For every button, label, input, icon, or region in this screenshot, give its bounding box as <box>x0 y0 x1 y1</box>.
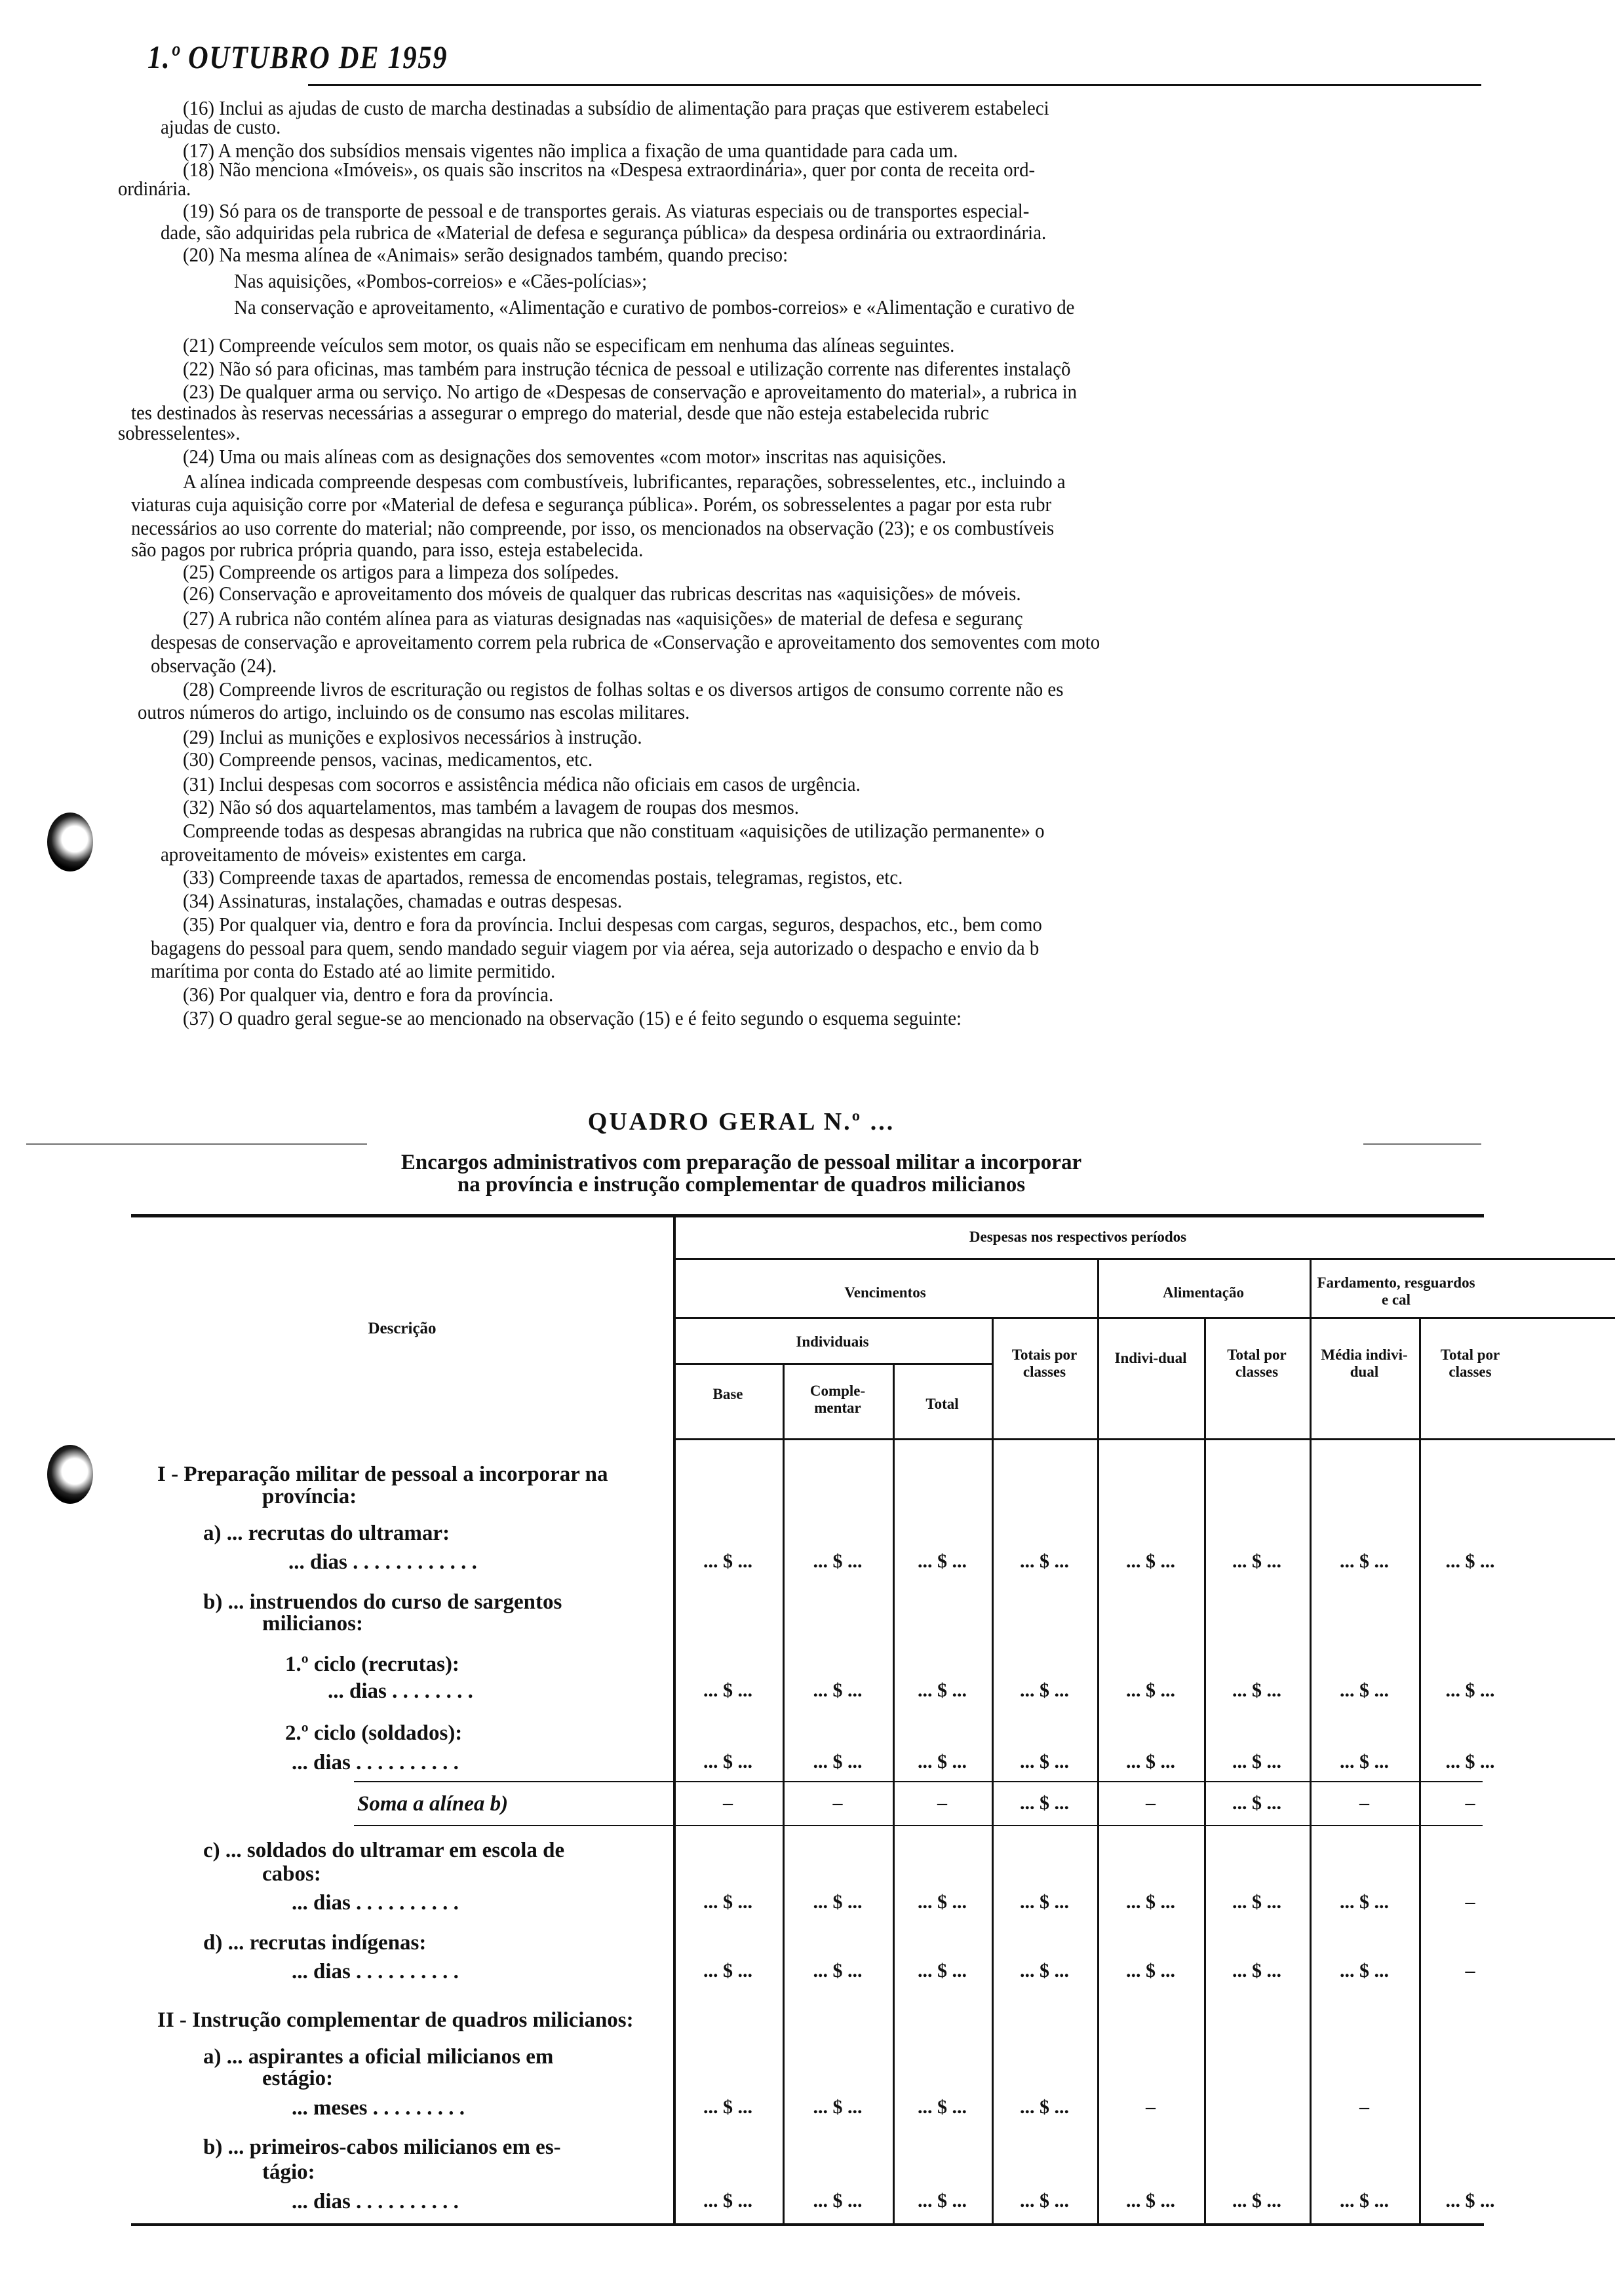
table-cell: ... $ ... <box>1020 1550 1069 1573</box>
table-cell: ... $ ... <box>1020 1751 1069 1773</box>
table-cell: ... $ ... <box>1232 2189 1281 2211</box>
table-cell: ... $ ... <box>813 1891 863 1913</box>
column-header: Média indivi-dual <box>1321 1347 1408 1380</box>
desc-header: Descrição <box>368 1320 437 1337</box>
footnote-line: Na conservação e aproveitamento, «Alimentação e curativo de pombos-correios» e «Alimentação e curativo de <box>234 295 1075 318</box>
footnote-line: (32) Não só dos aquartelamentos, mas também a lavagem de roupas dos mesmos. <box>183 795 799 819</box>
table-cell: ... $ ... <box>1020 2095 1069 2118</box>
column-header: Total <box>925 1396 959 1412</box>
table-row-heading: II - Instrução complementar de quadros milicianos: <box>157 2008 634 2032</box>
table-cell: ... $ ... <box>1232 1960 1281 1982</box>
table-cell: ... $ ... <box>813 1550 863 1573</box>
table-row-label: ... dias . . . . . . . . <box>328 1679 473 1703</box>
footnote-line: outros números do artigo, incluindo os de consumo nas escolas militares. <box>138 700 690 724</box>
table-subtitle-line-2: na província e instrução complementar de quadros milicianos <box>457 1173 1026 1196</box>
desc-divider <box>673 1214 676 2223</box>
table-cell: – <box>1465 1891 1475 1913</box>
footnote-line: despesas de conservação e aproveitamento correm pela rubrica de «Conservação e aproveitamento dos semoventes com moto <box>151 630 1100 654</box>
table-cell: ... $ ... <box>703 1550 752 1573</box>
table-cell: ... $ ... <box>1232 1679 1281 1701</box>
footnote-line: dade, são adquiridas pela rubrica de «Material de defesa e segurança pública» da despesa ordinária ou extraordinária. <box>161 221 1047 244</box>
column-header: Indivi-dual <box>1114 1350 1187 1366</box>
group-alimentacao: Alimentação <box>1163 1284 1244 1301</box>
footnote-line: A alínea indicada compreende despesas com combustíveis, lubrificantes, reparações, sobresselentes, etc., incluindo a <box>183 469 1066 493</box>
group-fardamento: Fardamento, resguardos e cal <box>1317 1274 1475 1308</box>
table-row-heading: cabos: <box>262 1862 321 1886</box>
table-cell: – <box>1359 1791 1369 1814</box>
table-cell: ... $ ... <box>1340 2189 1389 2211</box>
table-row-heading: a) ... aspirantes a oficial milicianos em <box>203 2044 554 2069</box>
table-cell: ... $ ... <box>1232 1791 1281 1814</box>
column-header: Total por classes <box>1227 1347 1287 1380</box>
footnote-line: (28) Compreende livros de escrituração ou registos de folhas soltas e os diversos artigos de consumo corrente não es <box>183 677 1064 700</box>
footnote-line: observação (24). <box>151 653 277 677</box>
table-cell: ... $ ... <box>918 2095 967 2118</box>
subgroup-individuais: Individuais <box>796 1333 869 1350</box>
table-top-rule <box>131 1214 1484 1217</box>
page-header-date: 1.º OUTUBRO DE 1959 <box>147 39 448 75</box>
table-cell: ... $ ... <box>1232 1751 1281 1773</box>
table-cell: ... $ ... <box>1126 1891 1175 1913</box>
table-cell: ... $ ... <box>1126 2189 1175 2211</box>
binding-hole <box>47 813 93 871</box>
table-cell: ... $ ... <box>703 1891 752 1913</box>
footnote-line: (25) Compreende os artigos para a limpeza dos solípedes. <box>183 560 619 583</box>
table-cell: ... $ ... <box>813 2095 863 2118</box>
column-divider <box>1097 1258 1099 2223</box>
table-row-label: Soma a alínea b) <box>357 1791 509 1816</box>
table-cell: ... $ ... <box>1445 1751 1495 1773</box>
footnote-line: (22) Não só para oficinas, mas também para instrução técnica de pessoal e utilização corrente nas diferentes instalaçõ <box>183 356 1071 380</box>
table-cell: ... $ ... <box>1020 1891 1069 1913</box>
footnote-line: (36) Por qualquer via, dentro e fora da província. <box>183 982 554 1006</box>
table-row-heading: tágio: <box>262 2160 315 2184</box>
table-row-label: ... dias . . . . . . . . . . <box>292 2189 459 2213</box>
header-rule <box>308 84 1481 86</box>
table-cell: – <box>937 1791 947 1814</box>
table-cell: ... $ ... <box>918 2189 967 2211</box>
table-cell: – <box>1359 2095 1369 2118</box>
table-cell: ... $ ... <box>1126 1751 1175 1773</box>
subtotal-rule <box>354 1825 1483 1826</box>
table-cell: – <box>832 1791 843 1814</box>
table-cell: – <box>723 1791 733 1814</box>
footnote-line: (30) Compreende pensos, vacinas, medicamentos, etc. <box>183 747 593 771</box>
table-cell: ... $ ... <box>703 1751 752 1773</box>
column-header: Base <box>712 1386 743 1402</box>
table-cell: ... $ ... <box>703 1679 752 1701</box>
footnote-line: (23) De qualquer arma ou serviço. No artigo de «Despesas de conservação e aproveitamento do material», a rubrica in <box>183 380 1078 404</box>
footnote-line: necessários ao uso corrente do material; não compreende, por isso, os mencionados na observação (23); e os combustíveis <box>131 516 1055 539</box>
table-row-heading: b) ... primeiros-cabos milicianos em es- <box>203 2135 561 2160</box>
table-cell: ... $ ... <box>703 2095 752 2118</box>
footnote-line: viaturas cuja aquisição corre por «Material de defesa e segurança pública». Porém, os sobresselentes a pagar por esta rubr <box>131 493 1052 516</box>
header-bottom-rule <box>673 1438 1615 1440</box>
table-cell: ... $ ... <box>918 1751 967 1773</box>
table-cell: ... $ ... <box>1020 2189 1069 2211</box>
footnote-line: (21) Compreende veículos sem motor, os quais não se especificam em nenhuma das alíneas seguintes. <box>183 333 955 356</box>
table-cell: – <box>1146 2095 1156 2118</box>
footnote-line: (24) Uma ou mais alíneas com as designações dos semoventes «com motor» inscritas nas aquisições. <box>183 444 946 468</box>
table-row-label: ... dias . . . . . . . . . . . . <box>288 1550 477 1575</box>
table-cell: ... $ ... <box>1445 1679 1495 1701</box>
footnote-line: (17) A menção dos subsídios mensais vigentes não implica a fixação de uma quantidade para cada um. <box>183 139 958 163</box>
table-cell: ... $ ... <box>703 2189 752 2211</box>
table-cell: ... $ ... <box>1126 1960 1175 1982</box>
subtotal-rule <box>354 1781 1483 1782</box>
table-cell: ... $ ... <box>1340 1679 1389 1701</box>
table-cell: – <box>1465 1960 1475 1982</box>
footnote-line: (20) Na mesma alínea de «Animais» serão designados também, quando preciso: <box>183 242 788 266</box>
table-cell: ... $ ... <box>1232 1550 1281 1573</box>
table-cell: ... $ ... <box>1020 1679 1069 1701</box>
column-header: Comple-mentar <box>809 1383 866 1416</box>
footnote-line: (34) Assinaturas, instalações, chamadas e outras despesas. <box>183 889 623 913</box>
binding-hole <box>47 1445 93 1504</box>
table-row-heading: 2.º ciclo (soldados): <box>285 1721 463 1746</box>
table-cell: ... $ ... <box>813 1960 863 1982</box>
table-cell: ... $ ... <box>1445 1550 1495 1573</box>
table-cell: ... $ ... <box>813 2189 863 2211</box>
footnote-line: bagagens do pessoal para quem, sendo mandado seguir viagem por via aérea, seja autorizado o despacho e envio da b <box>151 936 1040 959</box>
table-cell: – <box>1146 1791 1156 1814</box>
dotted-rule-right <box>1363 1143 1481 1145</box>
footnote-line: Nas aquisições, «Pombos-correios» e «Cães-polícias»; <box>234 269 648 292</box>
footnote-line: tes destinados às reservas necessárias a assegurar o emprego do material, desde que não esteja estabelecida rubric <box>131 400 989 424</box>
table-cell: ... $ ... <box>1020 1791 1069 1814</box>
header-rule <box>673 1363 992 1365</box>
table-row-heading: b) ... instruendos do curso de sargentos <box>203 1590 562 1614</box>
table-cell: ... $ ... <box>1445 2189 1495 2211</box>
table-row-label: ... meses . . . . . . . . . <box>292 2095 465 2120</box>
table-cell: ... $ ... <box>1340 1891 1389 1913</box>
table-cell: – <box>1465 1791 1475 1814</box>
footnote-line: (19) Só para os de transporte de pessoal e de transportes gerais. As viaturas especiais ou de transportes especial- <box>183 199 1030 222</box>
footnote-line: são pagos por rubrica própria quando, para isso, esteja estabelecida. <box>131 538 644 562</box>
column-header: Total por classes <box>1440 1347 1500 1380</box>
table-cell: ... $ ... <box>703 1960 752 1982</box>
table-bottom-rule <box>131 2223 1484 2226</box>
header-rule <box>673 1258 1615 1260</box>
footnote-line: ordinária. <box>118 177 191 201</box>
table-cell: ... $ ... <box>918 1960 967 1982</box>
footnote-line: (29) Inclui as munições e explosivos necessários à instrução. <box>183 725 642 749</box>
table-title: QUADRO GERAL N.º ... <box>587 1108 895 1136</box>
table-subtitle-line-1: Encargos administrativos com preparação de pessoal militar a incorporar <box>400 1151 1082 1174</box>
group-header: Despesas nos respectivos períodos <box>969 1229 1187 1245</box>
table-cell: ... $ ... <box>918 1550 967 1573</box>
table-cell: ... $ ... <box>1340 1960 1389 1982</box>
group-vencimentos: Vencimentos <box>844 1284 926 1301</box>
footnote-line: Compreende todas as despesas abrangidas na rubrica que não constituam «aquisições de utilização permanente» o <box>183 819 1045 842</box>
column-header: Totais por classes <box>1011 1347 1078 1380</box>
table-row-label: ... dias . . . . . . . . . . <box>292 1891 459 1915</box>
table-row-heading: estágio: <box>262 2067 334 2091</box>
footnote-line: marítima por conta do Estado até ao limite permitido. <box>151 959 556 983</box>
table-cell: ... $ ... <box>1340 1751 1389 1773</box>
table-row-heading: 1.º ciclo (recrutas): <box>285 1653 459 1677</box>
table-row-heading: I - Preparação militar de pessoal a incorporar na <box>157 1463 608 1487</box>
table-cell: ... $ ... <box>1020 1960 1069 1982</box>
footnote-line: (18) Não menciona «Imóveis», os quais são inscritos na «Despesa extraordinária», quer por conta de receita ord- <box>183 158 1036 182</box>
table-row-heading: c) ... soldados do ultramar em escola de <box>203 1838 565 1862</box>
table-cell: ... $ ... <box>1340 1550 1389 1573</box>
table-cell: ... $ ... <box>918 1679 967 1701</box>
footnote-line: (16) Inclui as ajudas de custo de marcha destinadas a subsídio de alimentação para praças que estiverem estabeleci <box>183 96 1049 120</box>
footnote-line: (27) A rubrica não contém alínea para as viaturas designadas nas «aquisições» de material de defesa e seguranç <box>183 607 1023 630</box>
footnote-line: (37) O quadro geral segue-se ao mencionado na observação (15) e é feito segundo o esquema seguinte: <box>183 1006 962 1029</box>
table-row-heading: a) ... recrutas do ultramar: <box>203 1521 450 1545</box>
header-rule <box>673 1317 1615 1319</box>
dotted-rule-left <box>26 1143 367 1145</box>
table-cell: ... $ ... <box>918 1891 967 1913</box>
table-cell: ... $ ... <box>813 1751 863 1773</box>
table-row-heading: d) ... recrutas indígenas: <box>203 1930 427 1955</box>
footnote-line: sobresselentes». <box>118 421 241 444</box>
table-row-heading: província: <box>262 1484 357 1508</box>
column-divider <box>1310 1258 1312 2223</box>
table-row-heading: milicianos: <box>262 1611 363 1636</box>
table-cell: ... $ ... <box>1232 1891 1281 1913</box>
table-cell: ... $ ... <box>813 1679 863 1701</box>
footnote-line: ajudas de custo. <box>161 115 281 139</box>
table-cell: ... $ ... <box>1126 1679 1175 1701</box>
table-row-label: ... dias . . . . . . . . . . <box>292 1751 459 1775</box>
table-row-label: ... dias . . . . . . . . . . <box>292 1960 459 1984</box>
footnote-line: (26) Conservação e aproveitamento dos móveis de qualquer das rubricas descritas nas «aquisições» de móveis. <box>183 582 1021 605</box>
table-cell: ... $ ... <box>1126 1550 1175 1573</box>
footnote-line: (35) Por qualquer via, dentro e fora da província. Inclui despesas com cargas, seguros, despachos, etc., bem como <box>183 912 1042 936</box>
footnote-line: (31) Inclui despesas com socorros e assistência médica não oficiais em casos de urgência. <box>183 772 861 795</box>
footnote-line: aproveitamento de móveis» existentes em carga. <box>161 842 527 866</box>
footnote-line: (33) Compreende taxas de apartados, remessa de encomendas postais, telegramas, registos, etc. <box>183 866 903 889</box>
